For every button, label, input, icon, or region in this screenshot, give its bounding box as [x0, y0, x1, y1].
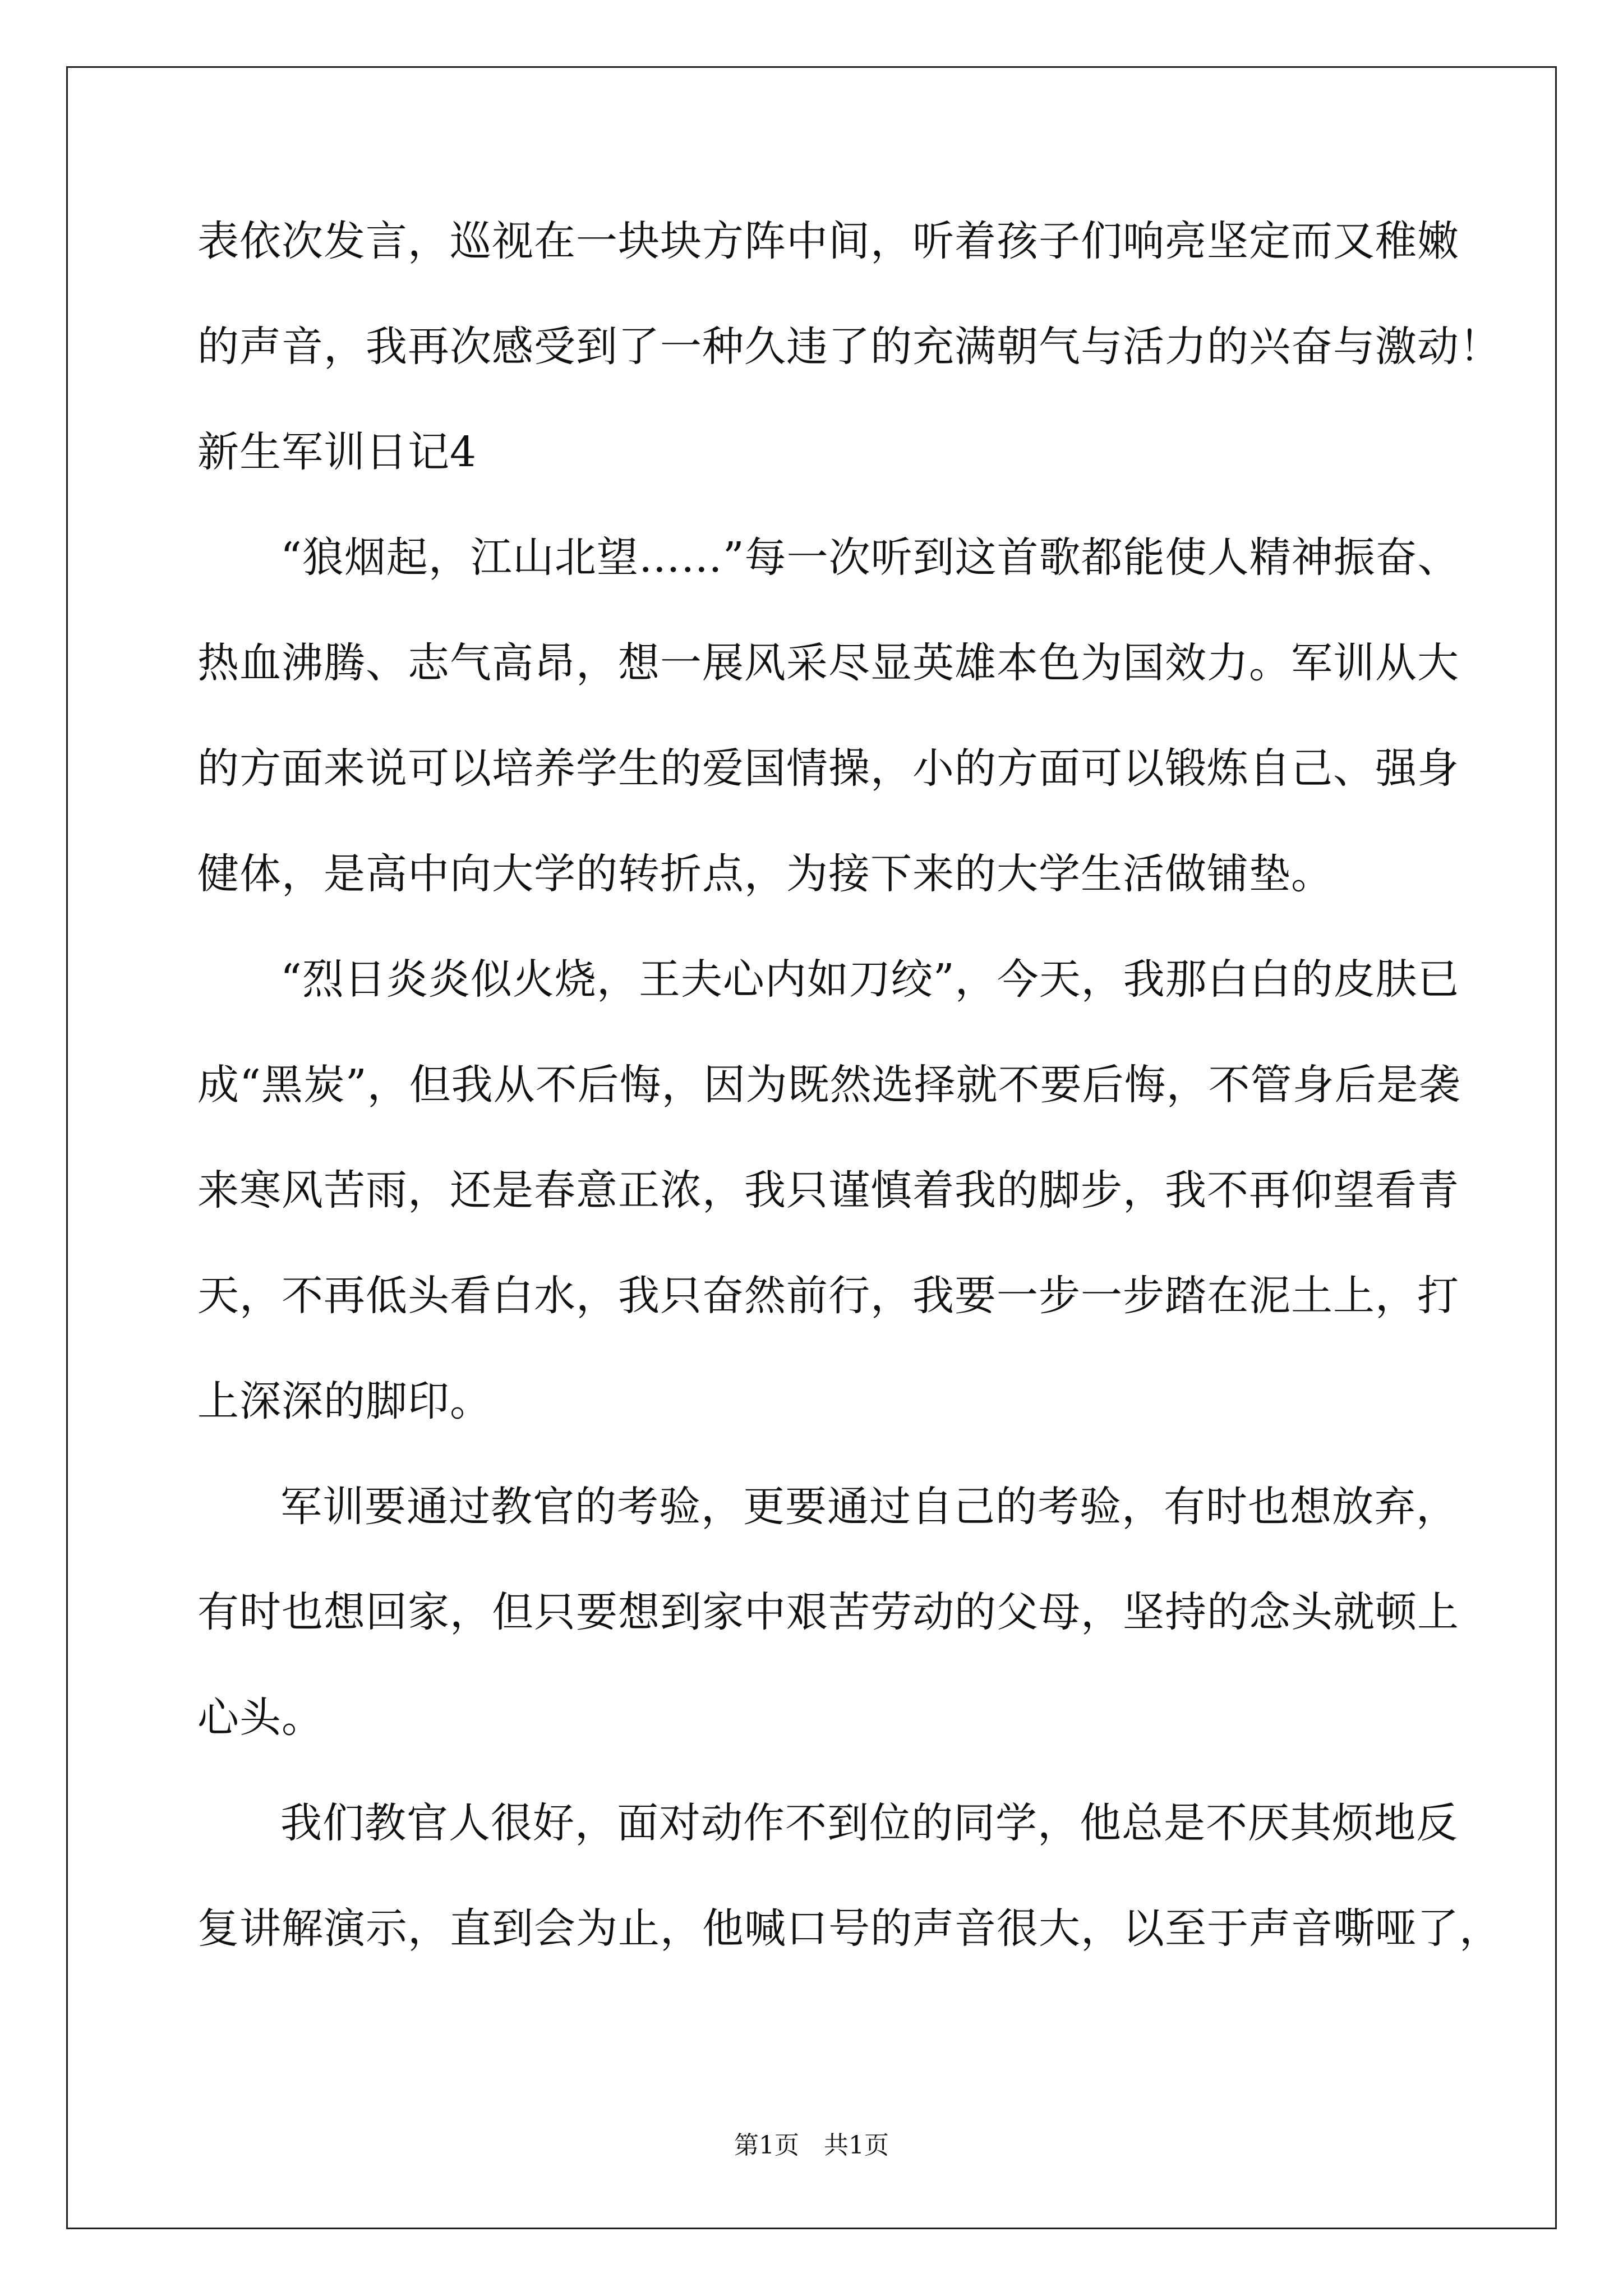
text-line: 健体，是高中向大学的转折点，为接下来的大学生活做铺垫。: [197, 850, 1333, 898]
text-line: 复讲解演示，直到会为止，他喊口号的声音很大，以至于声音嘶哑了，: [197, 1904, 1501, 1953]
paragraph-start: “狼烟起，江山北望……”每一次听到这首歌都能使人精神振奋、: [280, 533, 1460, 582]
text-line: 来寒风苦雨，还是春意正浓，我只谨慎着我的脚步，我不再仰望看青: [197, 1166, 1459, 1214]
section-heading: 新生军训日记4: [197, 428, 477, 476]
text-line: 表依次发言，巡视在一块块方阵中间，听着孩子们响亮坚定而又稚嫩: [197, 217, 1459, 265]
text-line: 天，不再低头看白水，我只奋然前行，我要一步一步踏在泥土上，打: [197, 1272, 1459, 1320]
paragraph-start: 我们教官人很好，面对动作不到位的同学，他总是不厌其烦地反: [280, 1799, 1458, 1847]
paragraph-start: “烈日炎炎似火烧，王夫心内如刀绞”，今天，我那白白的皮肤已: [280, 955, 1460, 1004]
text-line: 的方面来说可以培养学生的爱国情操，小的方面可以锻炼自己、强身: [197, 744, 1459, 793]
text-line: 热血沸腾、志气高昂，想一展风采尽显英雄本色为国效力。军训从大: [197, 639, 1459, 687]
paragraph-start: 军训要通过教官的考验，更要通过自己的考验，有时也想放弃，: [280, 1483, 1458, 1531]
text-line: 的声音，我再次感受到了一种久违了的充满朝气与活力的兴奋与激动！: [197, 323, 1501, 371]
text-line: 心头。: [197, 1694, 324, 1742]
text-line: 有时也想回家，但只要想到家中艰苦劳动的父母，坚持的念头就顿上: [197, 1588, 1459, 1636]
page-number-footer: 第1页 共1页: [734, 2131, 889, 2160]
text-line: 上深深的脚印。: [197, 1377, 492, 1425]
text-line: 成“黑炭”，但我从不后悔，因为既然选择就不要后悔，不管身后是袭: [197, 1061, 1461, 1109]
